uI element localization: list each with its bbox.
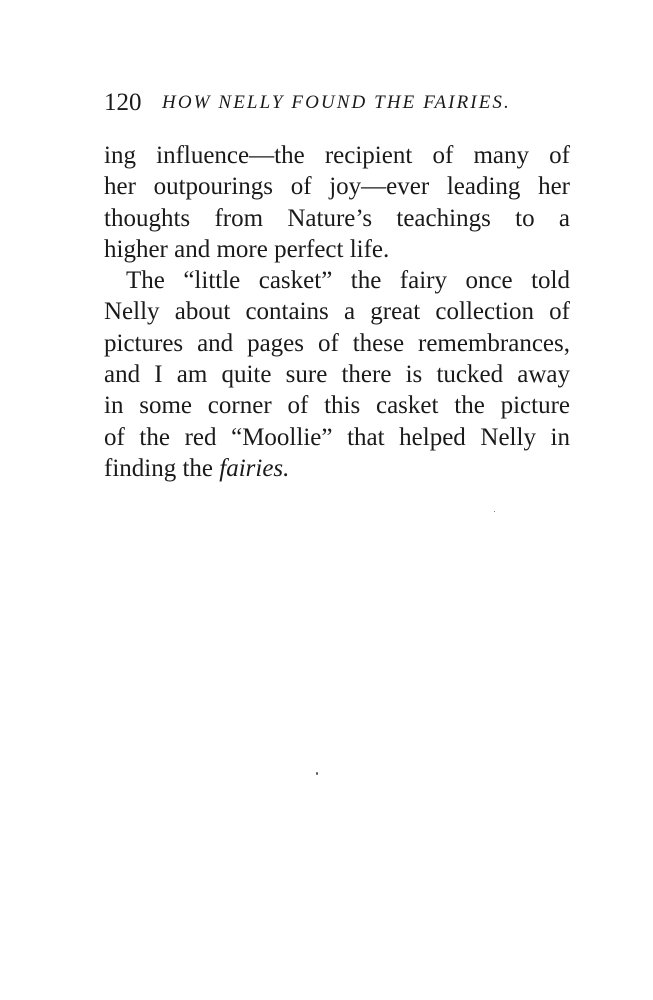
final-line-text: finding the: [104, 454, 220, 482]
running-title: HOW NELLY FOUND THE FAIRIES.: [162, 92, 511, 113]
text-line: and I am quite sure there is tucked away: [104, 361, 570, 389]
text-line: of the red “Moollie” that helped Nelly in: [104, 423, 570, 451]
text-line: her outpourings of joy—ever leading her: [104, 173, 570, 201]
text-line: The “little casket” the fairy once told: [126, 267, 570, 295]
paper-speck: [494, 511, 495, 512]
final-text-line: [104, 453, 570, 484]
running-head: [104, 88, 574, 118]
text-line: thoughts from Nature’s teachings to a: [104, 204, 570, 232]
text-line: higher and more perfect life.: [104, 235, 390, 263]
text-line: in some corner of this casket the picture: [104, 392, 570, 420]
emphasized-word: fairies.: [219, 454, 290, 482]
paper-speck: [316, 772, 318, 775]
page-number: 120: [104, 89, 142, 116]
body-text: [104, 140, 570, 484]
text-line: pictures and pages of these remembrances,: [104, 329, 570, 357]
text-line: Nelly about contains a great collection of: [104, 298, 570, 326]
text-line: ing influence—the recipient of many of: [104, 142, 570, 169]
